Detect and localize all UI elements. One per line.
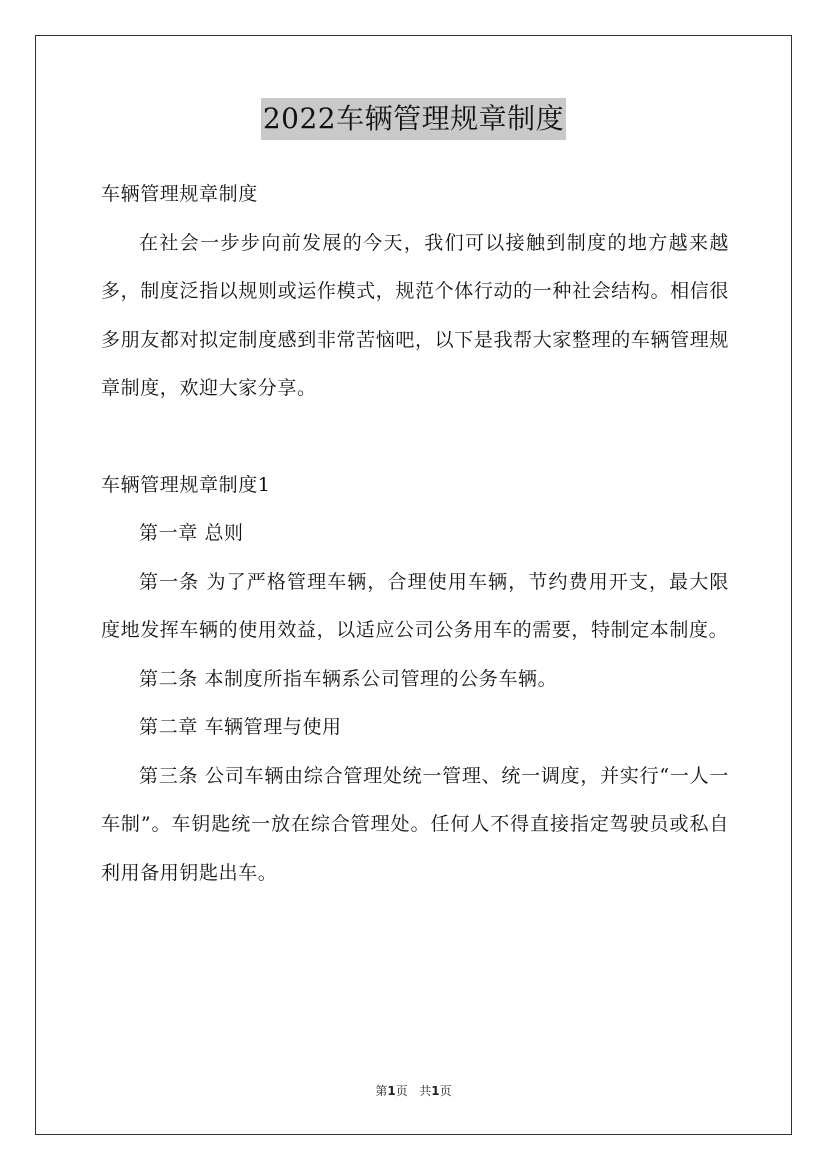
article-two: 第二条 本制度所指车辆系公司管理的公务车辆。 <box>139 667 558 690</box>
footer-page-prefix: 第 <box>375 1084 388 1098</box>
intro-paragraph: 在社会一步步向前发展的今天，我们可以接触到制度的地方越来越多，制度泛指以规则或运作模式，规范个体行动的一种社会结构。相信很多朋友都对拟定制度感到非常苦恼吧，以下是我帮大家整理的车辆管理规章制度，欢迎大家分享。 <box>101 231 729 399</box>
document-title: 2022车辆管理规章制度 <box>261 98 566 140</box>
title-container <box>0 98 827 140</box>
footer-page-number: 1 <box>387 1084 396 1098</box>
document-body <box>101 170 729 897</box>
chapter-one-heading: 第一章 总则 <box>139 522 244 544</box>
article-one: 第一条 为了严格管理车辆，合理使用车辆，节约费用开支，最大限度地发挥车辆的使用效益，以适应公司公务用车的需要，特制定本制度。 <box>101 570 729 641</box>
chapter-two-heading: 第二章 车辆管理与使用 <box>139 716 342 738</box>
paragraph-gap <box>101 413 729 461</box>
page-footer <box>0 1082 827 1099</box>
footer-total-prefix: 共 <box>419 1084 432 1098</box>
section-heading: 车辆管理规章制度1 <box>101 473 271 496</box>
article-three: 第三条 公司车辆由综合管理处统一管理、统一调度，并实行“一人一车制”。车钥匙统一放在综合管理处。任何人不得直接指定驾驶员或私自利用备用钥匙出车。 <box>101 764 729 884</box>
footer-page-suffix: 页 <box>395 1084 408 1098</box>
footer-total-number: 1 <box>431 1084 440 1098</box>
footer-total-suffix: 页 <box>439 1084 452 1098</box>
document-subtitle: 车辆管理规章制度 <box>101 183 258 205</box>
